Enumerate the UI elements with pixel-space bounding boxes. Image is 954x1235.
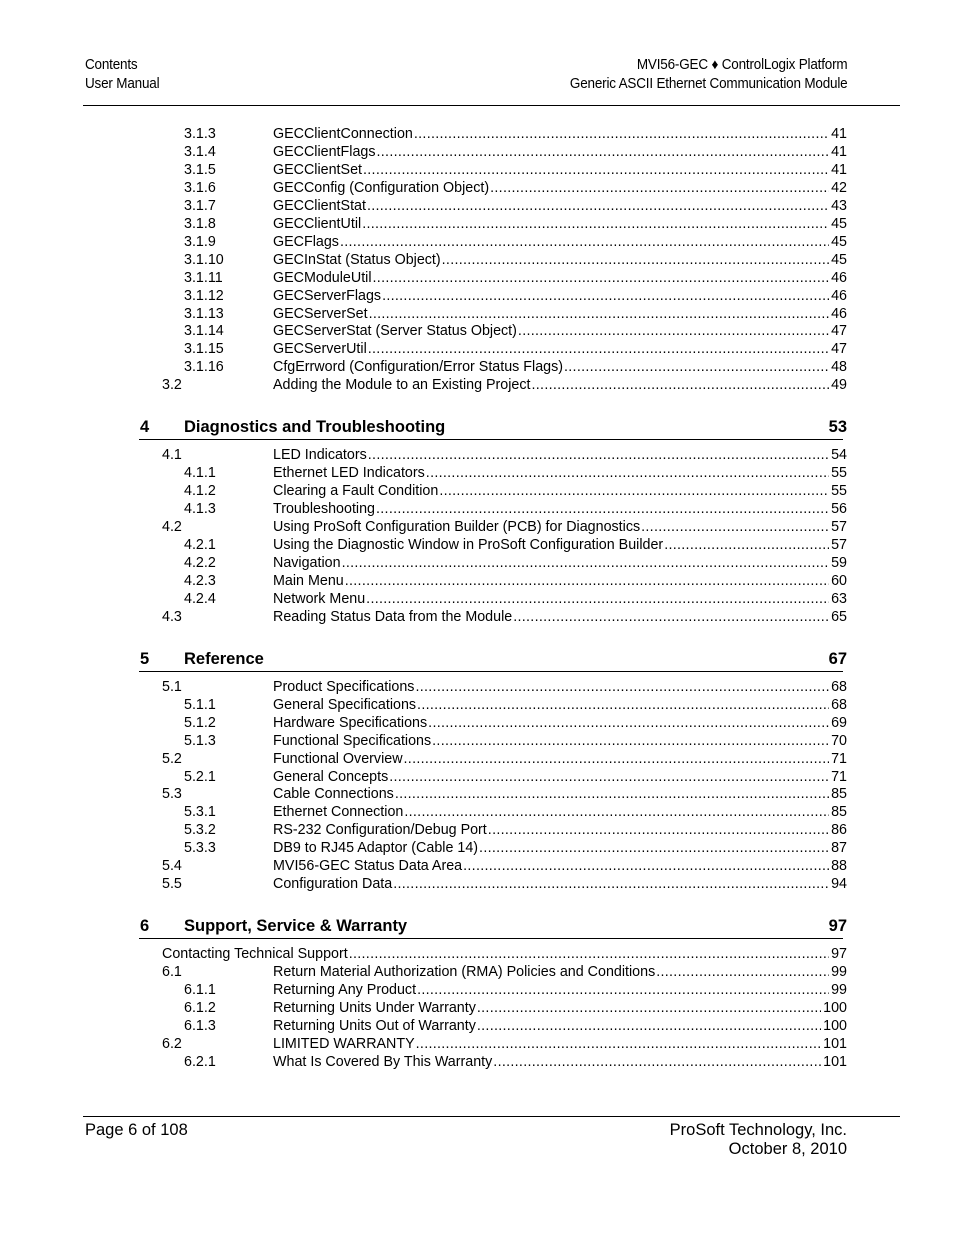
toc-chapter-heading[interactable] (139, 648, 847, 670)
entry-page-number: 46 (831, 287, 847, 304)
page-header-right (569, 56, 847, 94)
toc-entry[interactable] (0, 785, 954, 803)
dot-leader (382, 287, 829, 305)
entry-title: Main Menu (273, 572, 344, 589)
entry-title: GECServerSet (273, 305, 368, 322)
entry-body (273, 251, 847, 269)
entry-title: GECServerFlags (273, 287, 382, 304)
entry-title: Configuration Data (273, 876, 393, 893)
entry-title: GECClientFlags (273, 143, 376, 160)
entry-body (273, 608, 847, 626)
chapter-page-number: 67 (828, 649, 847, 668)
entry-body (273, 446, 847, 464)
toc-entry[interactable] (0, 340, 954, 358)
dot-leader (389, 768, 829, 786)
entry-number: 4.2.4 (184, 590, 216, 607)
toc-entry[interactable] (0, 981, 954, 999)
dot-leader (363, 161, 829, 179)
dot-leader (490, 179, 829, 197)
entry-body (273, 215, 847, 233)
entry-body (162, 945, 847, 963)
entry-body (273, 376, 847, 394)
dot-leader (393, 875, 829, 893)
toc-entry[interactable] (0, 875, 954, 893)
entry-number: 5.5 (162, 876, 182, 893)
toc-entry[interactable] (0, 322, 954, 340)
chapter-title: Diagnostics and Troubleshooting (184, 418, 446, 437)
entry-page-number: 47 (831, 323, 847, 340)
entry-title: DB9 to RJ45 Adaptor (Cable 14) (273, 840, 479, 857)
dot-leader (477, 1017, 821, 1035)
toc-entry[interactable] (0, 572, 954, 590)
toc-entry[interactable] (0, 999, 954, 1017)
entry-page-number: 71 (831, 768, 847, 785)
toc-entry[interactable] (0, 143, 954, 161)
entry-title: Ethernet LED Indicators (273, 465, 425, 482)
entry-title: MVI56-GEC Status Data Area (273, 858, 463, 875)
entry-page-number: 68 (831, 696, 847, 713)
entry-title: Reading Status Data from the Module (273, 608, 513, 625)
dot-leader (532, 376, 830, 394)
entry-body (273, 875, 847, 893)
footer-page-number: Page 6 of 108 (85, 1121, 188, 1139)
toc-entry[interactable] (0, 963, 954, 981)
dot-leader (340, 233, 829, 251)
toc-entry[interactable] (0, 714, 954, 732)
entry-title: Using the Diagnostic Window in ProSoft Configuration Builder (273, 537, 664, 553)
entry-title: Return Material Authorization (RMA) Policies and Conditions (273, 964, 656, 981)
toc-entry[interactable] (0, 696, 954, 714)
entry-number: 5.3 (162, 786, 182, 803)
entry-body (273, 340, 847, 358)
dot-leader (428, 714, 829, 732)
toc-entry[interactable] (0, 839, 954, 857)
header-product-subtitle: Generic ASCII Ethernet Communication Module (569, 76, 847, 92)
toc-entry[interactable] (0, 482, 954, 500)
chapter-rule (139, 671, 843, 672)
dot-leader (656, 963, 829, 981)
entry-body (273, 322, 847, 340)
dot-leader (518, 322, 829, 340)
toc-entry[interactable] (0, 590, 954, 608)
toc-entry[interactable] (0, 945, 954, 963)
entry-title: General Specifications (273, 696, 417, 713)
dot-leader (368, 446, 829, 464)
entry-title: GECConfig (Configuration Object) (273, 179, 490, 196)
entry-body (273, 161, 847, 179)
entry-body (273, 803, 847, 821)
entry-page-number: 70 (831, 732, 847, 749)
entry-title: Contacting Technical Support (162, 946, 348, 963)
toc-entry[interactable] (0, 251, 954, 269)
entry-title: CfgErrword (Configuration/Error Status Flags) (273, 359, 564, 376)
toc-entry[interactable] (0, 803, 954, 821)
entry-body (273, 999, 847, 1017)
entry-title: GECClientStat (273, 197, 366, 214)
dot-leader (373, 269, 830, 287)
dot-leader (463, 857, 829, 875)
entry-title: Adding the Module to an Existing Project (273, 377, 531, 394)
entry-page-number: 69 (831, 714, 847, 731)
entry-title: Network Menu (273, 590, 366, 607)
dot-leader (345, 572, 829, 590)
entry-body (273, 143, 847, 161)
entry-number: 4.3 (162, 608, 182, 625)
entry-title: What Is Covered By This Warranty (273, 1053, 493, 1070)
entry-body (273, 981, 847, 999)
entry-page-number: 41 (831, 161, 847, 178)
entry-title: General Concepts (273, 768, 389, 785)
page-header-left (85, 56, 159, 94)
entry-number: 3.1.11 (184, 269, 223, 286)
entry-number: 4.1.3 (184, 501, 216, 518)
dot-leader (664, 536, 829, 554)
entry-page-number: 42 (831, 179, 847, 196)
entry-body (273, 963, 847, 981)
dot-leader (367, 197, 829, 215)
chapter-number: 6 (140, 917, 150, 936)
entry-number: 3.1.12 (184, 287, 224, 304)
entry-number: 3.1.5 (184, 161, 216, 178)
entry-number: 3.1.14 (184, 323, 224, 340)
entry-body (273, 305, 847, 323)
entry-body (273, 179, 847, 197)
toc-entry[interactable] (0, 857, 954, 875)
toc-entry[interactable] (0, 287, 954, 305)
entry-body (273, 590, 847, 608)
entry-number: 5.4 (162, 858, 182, 875)
entry-title: Cable Connections (273, 786, 394, 803)
entry-title: Returning Any Product (273, 982, 417, 999)
toc-entry[interactable] (0, 750, 954, 768)
entry-page-number: 54 (831, 447, 847, 464)
entry-page-number: 86 (831, 822, 847, 839)
entry-body (273, 536, 847, 554)
entry-number: 6.2 (162, 1035, 182, 1052)
entry-page-number: 101 (823, 1053, 847, 1070)
entry-body (273, 518, 847, 536)
entry-number: 5.1 (162, 678, 182, 695)
chapter-title: Support, Service & Warranty (184, 917, 408, 936)
entry-number: 6.1 (162, 964, 182, 981)
entry-number: 4.2.2 (184, 554, 216, 571)
entry-page-number: 55 (831, 465, 847, 482)
dot-leader (439, 482, 829, 500)
entry-number: 4.1.2 (184, 483, 216, 500)
dot-leader (488, 821, 829, 839)
entry-number: 3.1.8 (184, 215, 216, 232)
entry-body (273, 1017, 847, 1035)
entry-body (273, 554, 847, 572)
toc-entry[interactable] (0, 536, 954, 554)
entry-body (273, 678, 847, 696)
entry-body (273, 750, 847, 768)
entry-page-number: 55 (831, 483, 847, 500)
chapter-page-number: 53 (828, 418, 847, 437)
entry-page-number: 57 (831, 519, 847, 536)
entry-title: LIMITED WARRANTY (273, 1035, 415, 1052)
entry-title: RS-232 Configuration/Debug Port (273, 822, 487, 839)
dot-leader (404, 803, 829, 821)
entry-title: GECModuleUtil (273, 269, 372, 286)
entry-body (273, 696, 847, 714)
toc-entry[interactable] (0, 1017, 954, 1035)
dot-leader (377, 143, 830, 161)
entry-title: Navigation (273, 554, 341, 571)
entry-body (273, 233, 847, 251)
entry-body (273, 768, 847, 786)
toc-entry[interactable] (0, 233, 954, 251)
header-divider (83, 105, 900, 106)
entry-page-number: 71 (831, 750, 847, 767)
entry-number: 3.2 (162, 377, 182, 394)
dot-leader (366, 590, 829, 608)
entry-page-number: 46 (831, 305, 847, 322)
entry-body (273, 732, 847, 750)
toc-entry[interactable] (0, 376, 954, 394)
entry-number: 6.1.1 (184, 982, 216, 999)
dot-leader (426, 464, 829, 482)
entry-number: 5.1.2 (184, 714, 216, 731)
entry-number: 6.1.2 (184, 1000, 216, 1016)
dot-leader (442, 251, 829, 269)
entry-title: Clearing a Fault Condition (273, 483, 439, 500)
entry-number: 5.2.1 (184, 768, 216, 785)
entry-page-number: 49 (831, 377, 847, 394)
chapter-rule (139, 938, 843, 939)
toc-entry[interactable] (0, 179, 954, 197)
entry-page-number: 99 (831, 982, 847, 999)
chapter-title: Reference (184, 649, 264, 668)
footer-company: ProSoft Technology, Inc. (669, 1121, 847, 1139)
entry-number: 4.1 (162, 447, 182, 464)
header-product-title: MVI56-GEC ♦ ControlLogix Platform (636, 57, 847, 73)
entry-title: GECFlags (273, 233, 339, 250)
entry-page-number: 47 (831, 341, 847, 358)
entry-number: 6.2.1 (184, 1053, 216, 1070)
dot-leader (416, 1035, 821, 1053)
entry-title: Functional Specifications (273, 732, 432, 749)
entry-body (273, 1053, 847, 1071)
entry-body (273, 125, 847, 143)
entry-page-number: 56 (831, 501, 847, 518)
entry-body (273, 269, 847, 287)
dot-leader (414, 125, 829, 143)
toc-entry[interactable] (0, 215, 954, 233)
chapter-rule (139, 439, 843, 440)
toc-chapter-heading[interactable] (139, 416, 847, 438)
dot-leader (641, 518, 829, 536)
entry-title: GECClientSet (273, 161, 362, 178)
entry-body (273, 839, 847, 857)
entry-page-number: 45 (831, 215, 847, 232)
entry-body (273, 464, 847, 482)
header-document-type: User Manual (85, 76, 160, 92)
dot-leader (417, 696, 829, 714)
entry-body (273, 714, 847, 732)
entry-title: GECClientConnection (273, 126, 413, 142)
toc-entry[interactable] (0, 305, 954, 323)
toc-entry[interactable] (0, 1035, 954, 1053)
entry-number: 5.2 (162, 750, 182, 767)
dot-leader (395, 785, 829, 803)
entry-title: GECServerStat (Server Status Object) (273, 323, 517, 340)
entry-page-number: 48 (831, 359, 847, 376)
entry-page-number: 97 (831, 946, 847, 963)
entry-page-number: 100 (823, 1017, 847, 1034)
toc-entry[interactable] (0, 678, 954, 696)
entry-number: 5.3.3 (184, 840, 216, 857)
toc-entry[interactable] (0, 197, 954, 215)
entry-title: Using ProSoft Configuration Builder (PCB) for Diagnostics (273, 519, 641, 536)
dot-leader (369, 305, 830, 323)
chapter-number: 5 (140, 649, 150, 668)
entry-title: GECInStat (Status Object) (273, 251, 441, 268)
toc-entry[interactable] (0, 269, 954, 287)
entry-page-number: 45 (831, 251, 847, 268)
entry-page-number: 46 (831, 269, 847, 286)
entry-number: 3.1.4 (184, 143, 216, 160)
entry-title: Troubleshooting (273, 501, 375, 518)
entry-title: GECClientUtil (273, 215, 362, 232)
entry-number: 3.1.16 (184, 359, 224, 376)
entry-page-number: 94 (831, 876, 847, 893)
entry-body (273, 358, 847, 376)
dot-leader (477, 999, 821, 1017)
entry-body (273, 821, 847, 839)
header-section-title: Contents (85, 57, 138, 73)
toc-entry[interactable] (0, 464, 954, 482)
entry-page-number: 88 (831, 858, 847, 875)
entry-body (273, 785, 847, 803)
entry-body (273, 857, 847, 875)
toc-entry[interactable] (0, 446, 954, 464)
entry-page-number: 63 (831, 590, 847, 607)
entry-body (273, 500, 847, 518)
entry-number: 5.3.1 (184, 804, 216, 821)
dot-leader (376, 500, 829, 518)
entry-page-number: 41 (831, 126, 847, 142)
toc-entry[interactable] (0, 821, 954, 839)
dot-leader (368, 340, 829, 358)
toc-entry[interactable] (0, 768, 954, 786)
dot-leader (432, 732, 829, 750)
toc-entry[interactable] (0, 500, 954, 518)
entry-title: Returning Units Out of Warranty (273, 1017, 476, 1034)
entry-number: 3.1.7 (184, 197, 216, 214)
entry-page-number: 57 (831, 537, 847, 553)
dot-leader (513, 608, 829, 626)
entry-page-number: 45 (831, 233, 847, 250)
dot-leader (417, 981, 829, 999)
entry-number: 5.3.2 (184, 822, 216, 839)
entry-number: 6.1.3 (184, 1017, 216, 1034)
entry-body (273, 197, 847, 215)
footer-divider (83, 1116, 900, 1117)
entry-number: 3.1.3 (184, 126, 216, 142)
entry-number: 4.2.1 (184, 537, 216, 553)
footer-right (670, 1121, 847, 1159)
toc-entry[interactable] (0, 358, 954, 376)
entry-page-number: 87 (831, 840, 847, 857)
dot-leader (493, 1053, 821, 1071)
entry-body (273, 287, 847, 305)
entry-title: Ethernet Connection (273, 804, 404, 821)
entry-number: 4.1.1 (184, 465, 216, 482)
entry-number: 4.2 (162, 519, 182, 536)
entry-page-number: 41 (831, 143, 847, 160)
entry-number: 5.1.1 (184, 696, 216, 713)
entry-title: Returning Units Under Warranty (273, 1000, 476, 1016)
entry-page-number: 43 (831, 197, 847, 214)
entry-number: 3.1.6 (184, 179, 216, 196)
entry-number: 5.1.3 (184, 732, 216, 749)
dot-leader (479, 839, 829, 857)
chapter-page-number: 97 (828, 917, 847, 936)
entry-page-number: 68 (831, 678, 847, 695)
entry-body (273, 572, 847, 590)
entry-number: 3.1.9 (184, 233, 216, 250)
entry-title: Functional Overview (273, 750, 403, 767)
footer-date: October 8, 2010 (728, 1140, 847, 1158)
entry-number: 3.1.15 (184, 341, 224, 358)
toc-entry[interactable] (0, 161, 954, 179)
toc-chapter-heading[interactable] (139, 915, 847, 937)
dot-leader (349, 945, 829, 963)
entry-page-number: 85 (831, 804, 847, 821)
toc-entry[interactable] (0, 1053, 954, 1071)
entry-page-number: 59 (831, 554, 847, 571)
entry-number: 3.1.10 (184, 251, 224, 268)
entry-title: Product Specifications (273, 678, 415, 695)
entry-number: 4.2.3 (184, 572, 216, 589)
entry-page-number: 85 (831, 786, 847, 803)
entry-body (273, 482, 847, 500)
dot-leader (404, 750, 830, 768)
entry-title: Hardware Specifications (273, 714, 428, 731)
entry-page-number: 99 (831, 964, 847, 981)
chapter-number: 4 (140, 418, 150, 437)
entry-title: LED Indicators (273, 447, 367, 464)
entry-title: GECServerUtil (273, 341, 367, 358)
entry-page-number: 60 (831, 572, 847, 589)
toc-entry[interactable] (0, 125, 954, 143)
entry-page-number: 65 (831, 608, 847, 625)
toc-entry[interactable] (0, 732, 954, 750)
dot-leader (342, 554, 830, 572)
entry-body (273, 1035, 847, 1053)
dot-leader (362, 215, 829, 233)
dot-leader (564, 358, 829, 376)
dot-leader (415, 678, 829, 696)
toc-entry[interactable] (0, 518, 954, 536)
entry-page-number: 100 (823, 1000, 847, 1016)
toc-entry[interactable] (0, 554, 954, 572)
entry-number: 3.1.13 (184, 305, 224, 322)
entry-page-number: 101 (823, 1035, 847, 1052)
toc-entry[interactable] (0, 608, 954, 626)
